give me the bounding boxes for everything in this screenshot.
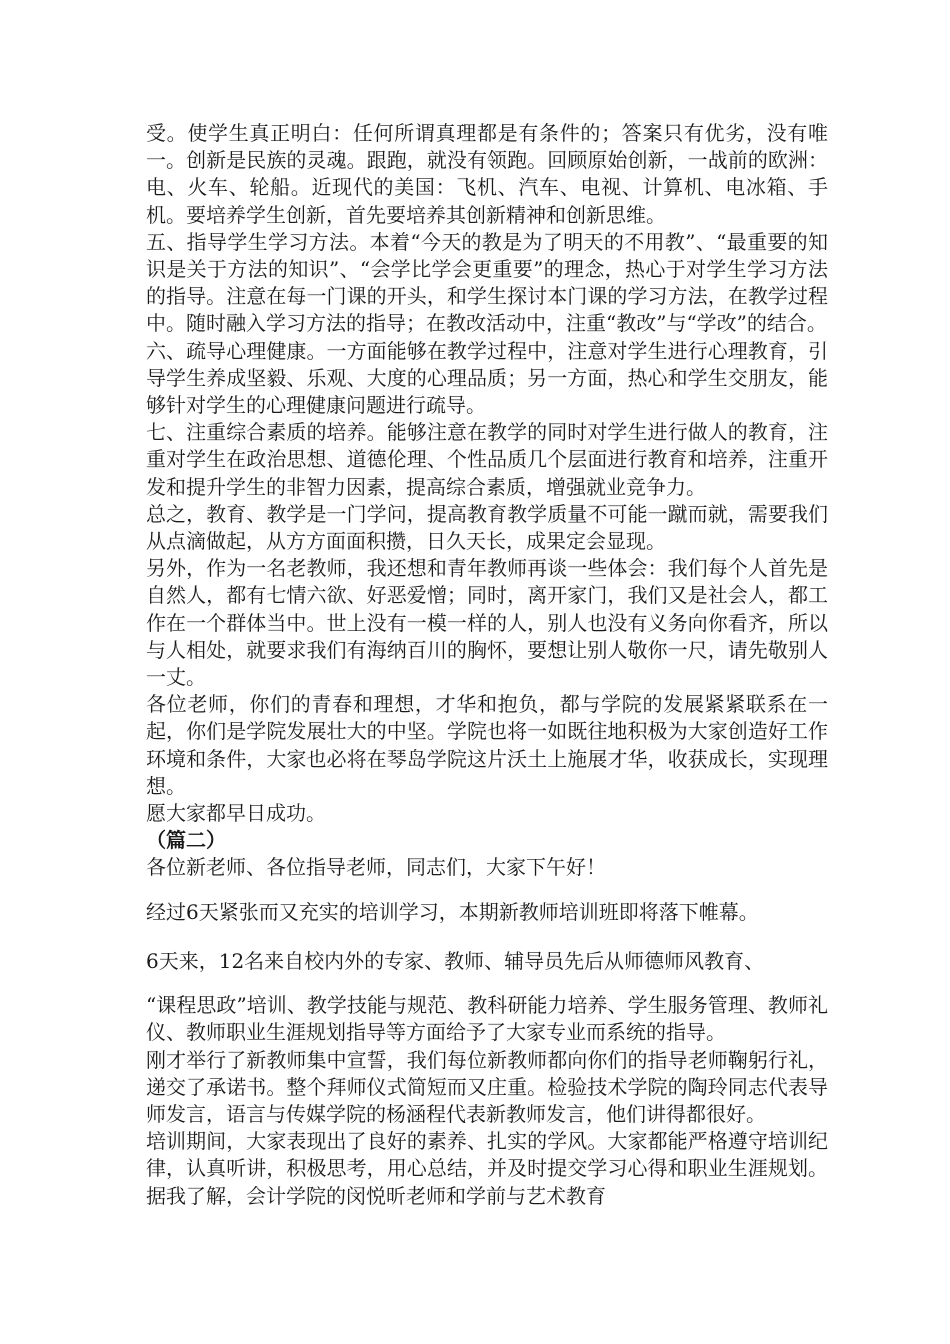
paragraph-study-methods: 五、指导学生学习方法。本着“今天的教是为了明天的不用教”、“最重要的知识是关于方法的知识”、“会学比学会更重要”的理念，热心于对学生学习方法的指导。注意在每一门课的开头，和学生探讨本门课的学习方法，在教学过程中。随时融入学习方法的指导；在教改活动中，注重“教改”与“学改”的结合。 — [146, 229, 828, 336]
paragraph-training-end: 经过6天紧张而又充实的培训学习，本期新教师培训班即将落下帷幕。 — [146, 899, 759, 924]
document-page — [146, 120, 828, 1210]
paragraph-experience: 另外，作为一名老教师，我还想和青年教师再谈一些体会：我们每个人首先是自然人，都有七情六欲、好恶爱憎；同时，离开家门，我们又是社会人，都工作在一个群体当中。世上没有一模一样的人，别人也没有义务向你看齐，所以与人相处，就要求我们有海纳百川的胸怀，要想让别人敬你一尺，请先敬别人一丈。 — [146, 556, 828, 690]
paragraph-ceremony: 刚才举行了新教师集中宣誓，我们每位新教师都向你们的指导老师鞠躬行礼，递交了承诺书。整个拜师仪式简短而又庄重。检验技术学院的陶玲同志代表导师发言，语言与传媒学院的杨涵程代表新教师发言，他们讲得都很好。 — [146, 1047, 828, 1126]
paragraph-mental-health: 六、疏导心理健康。一方面能够在教学过程中，注意对学生进行心理教育，引导学生养成坚毅、乐观、大度的心理品质；另一方面，热心和学生交朋友，能够针对学生的心理健康问题进行疏导。 — [146, 338, 828, 418]
paragraph-summary: 总之，教育、教学是一门学问，提高教育教学质量不可能一蹴而就，需要我们从点滴做起，从方方面面积攒，日久天长，成果定会显现。 — [146, 501, 828, 554]
section-heading: （篇二） — [146, 828, 226, 853]
paragraph-greeting: 各位新老师、各位指导老师，同志们，大家下午好！ — [146, 855, 606, 880]
paragraph-teachers: 各位老师，你们的青春和理想，才华和抱负，都与学院的发展紧紧联系在一起，你们是学院发展壮大的中坚。学院也将一如既往地积极为大家创造好工作环境和条件，大家也必将在琴岛学院这片沃土上施展才华，收获成长，实现理想。 — [146, 692, 828, 798]
paragraph-training-period: 培训期间，大家表现出了良好的素养、扎实的学风。大家都能严格遵守培训纪律，认真听讲，积极思考，用心总结，并及时提交学习心得和职业生涯规划。据我了解，会计学院的闵悦昕老师和学前与艺术教育 — [146, 1129, 828, 1208]
paragraph-wish: 愿大家都早日成功。 — [146, 801, 326, 826]
paragraph-comprehensive-quality: 七、注重综合素质的培养。能够注意在教学的同时对学生进行做人的教育，注重对学生在政治思想、道德伦理、个性品质几个层面进行教育和培养，注重开发和提升学生的非智力因素，提高综合素质，增强就业竞争力。 — [146, 420, 828, 499]
paragraph-course-topics: “课程思政”培训、教学技能与规范、教科研能力培养、学生服务管理、教师礼仪、教师职业生涯规划指导等方面给予了大家专业而系统的指导。 — [146, 993, 828, 1045]
paragraph-six-days: 6天来，12名来自校内外的专家、教师、辅导员先后从师德师风教育、 — [146, 948, 765, 973]
paragraph-innovation: 受。使学生真正明白：任何所谓真理都是有条件的；答案只有优劣，没有唯一。创新是民族的灵魂。跟跑，就没有领跑。回顾原始创新，一战前的欧洲：电、火车、轮船。近现代的美国：飞机、汽车、电视、计算机、电冰箱、手机。要培养学生创新，首先要培养其创新精神和创新思维。 — [146, 121, 828, 227]
